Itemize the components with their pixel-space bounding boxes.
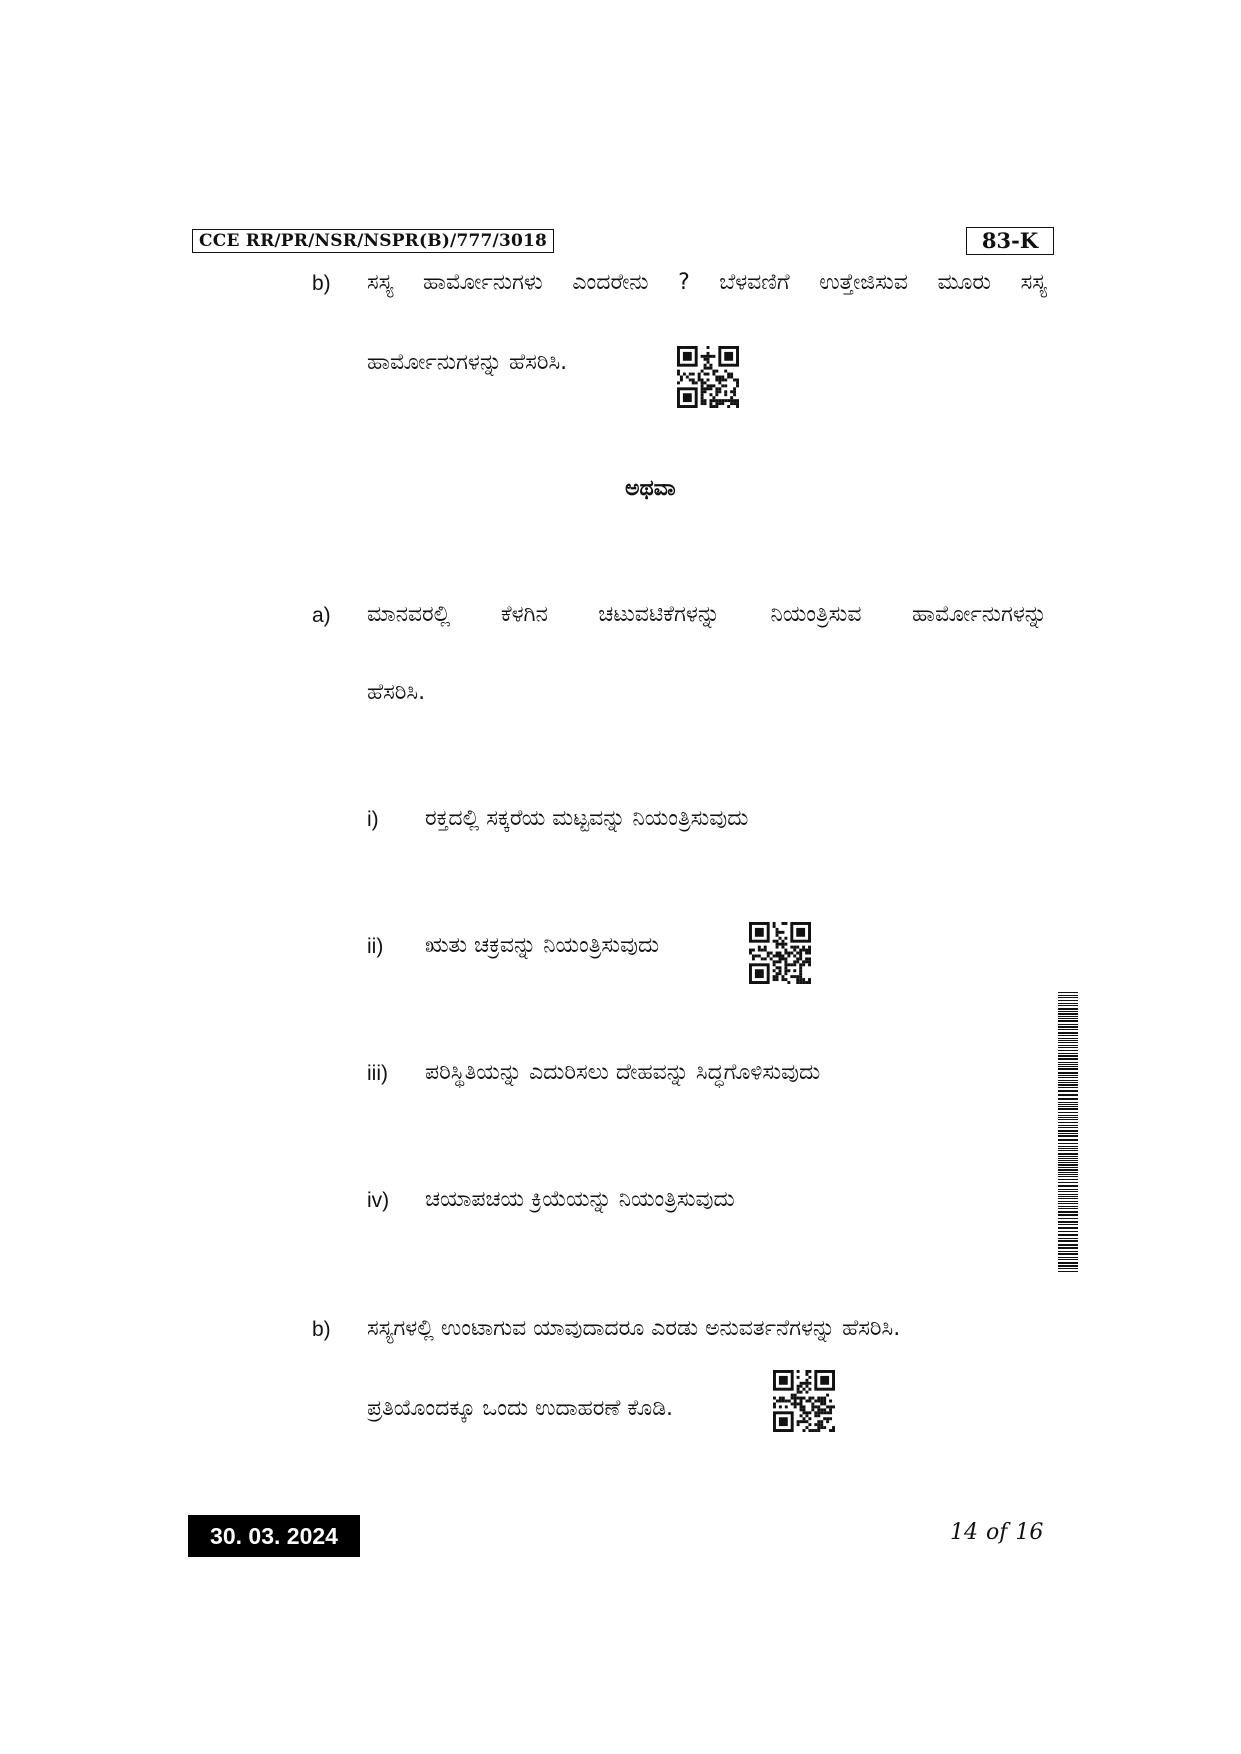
page-number (950, 1520, 1051, 1545)
sub-item-number: iv) (367, 1189, 390, 1212)
sub-item-number: ii) (367, 935, 384, 958)
question-b-2-line2: ಪ್ರತಿಯೊಂದಕ್ಕೂ ಒಂದು ಉದಾಹರಣೆ ಕೊಡಿ. (367, 1396, 674, 1421)
question-b-1-line1: ಸಸ್ಯ ಹಾರ್ಮೋನುಗಳು ಎಂದರೇನು ? ಬೆಳವಣಿಗೆ ಉತ್ತೇಜಿಸುವ ಮೂರು ಸಸ್ಯ (367, 270, 1047, 295)
question-label-b-1: b) (312, 272, 331, 295)
sub-item-number: i) (367, 808, 379, 831)
barcode-icon (1058, 992, 1078, 1272)
page-total: 16 (1015, 1520, 1044, 1545)
sub-item-text: ಋತು ಚಕ್ರವನ್ನು ನಿಯಂತ್ರಿಸುವುದು (425, 933, 660, 958)
qr-code-icon (773, 1370, 835, 1432)
or-divider: ಅಥವಾ (625, 476, 676, 501)
question-b-2-line1: ಸಸ್ಯಗಳಲ್ಲಿ ಉಂಟಾಗುವ ಯಾವುದಾದರೂ ಎರಡು ಅನುವರ್ತನೆಗಳನ್ನು ಹೆಸರಿಸಿ. (367, 1316, 901, 1341)
question-label-b-2: b) (312, 1318, 331, 1341)
qr-code-icon (677, 346, 739, 408)
question-a-line2: ಹೆಸರಿಸಿ. (367, 680, 426, 705)
sub-item-number: iii) (367, 1062, 388, 1085)
paper-code-box: 83-K (966, 227, 1054, 255)
qr-code-icon (749, 922, 811, 984)
sub-item-text: ರಕ್ತದಲ್ಲಿ ಸಕ್ಕರೆಯ ಮಟ್ಟವನ್ನು ನಿಯಂತ್ರಿಸುವುದು (425, 806, 749, 831)
sub-item-text: ಪರಿಸ್ಥಿತಿಯನ್ನು ಎದುರಿಸಲು ದೇಹವನ್ನು ಸಿದ್ಧಗೊಳಿಸುವುದು (425, 1060, 821, 1085)
question-b-1-line2: ಹಾರ್ಮೋನುಗಳನ್ನು ಹೆಸರಿಸಿ. (367, 350, 568, 375)
page-of: of (986, 1520, 1008, 1545)
sub-item-text: ಚಯಾಪಚಯ ಕ್ರಿಯೆಯನ್ನು ನಿಯಂತ್ರಿಸುವುದು (425, 1187, 735, 1212)
question-label-a: a) (312, 604, 331, 627)
page-current: 14 (950, 1520, 978, 1545)
question-a-line1: ಮಾನವರಲ್ಲಿ ಕೆಳಗಿನ ಚಟುವಟಿಕೆಗಳನ್ನು ನಿಯಂತ್ರಿಸುವ ಹಾರ್ಮೋನುಗಳನ್ನು (367, 602, 1047, 627)
exam-date-badge: 30. 03. 2024 (188, 1515, 360, 1557)
exam-code-box: CCE RR/PR/NSR/NSPR(B)/777/3018 (192, 229, 554, 253)
